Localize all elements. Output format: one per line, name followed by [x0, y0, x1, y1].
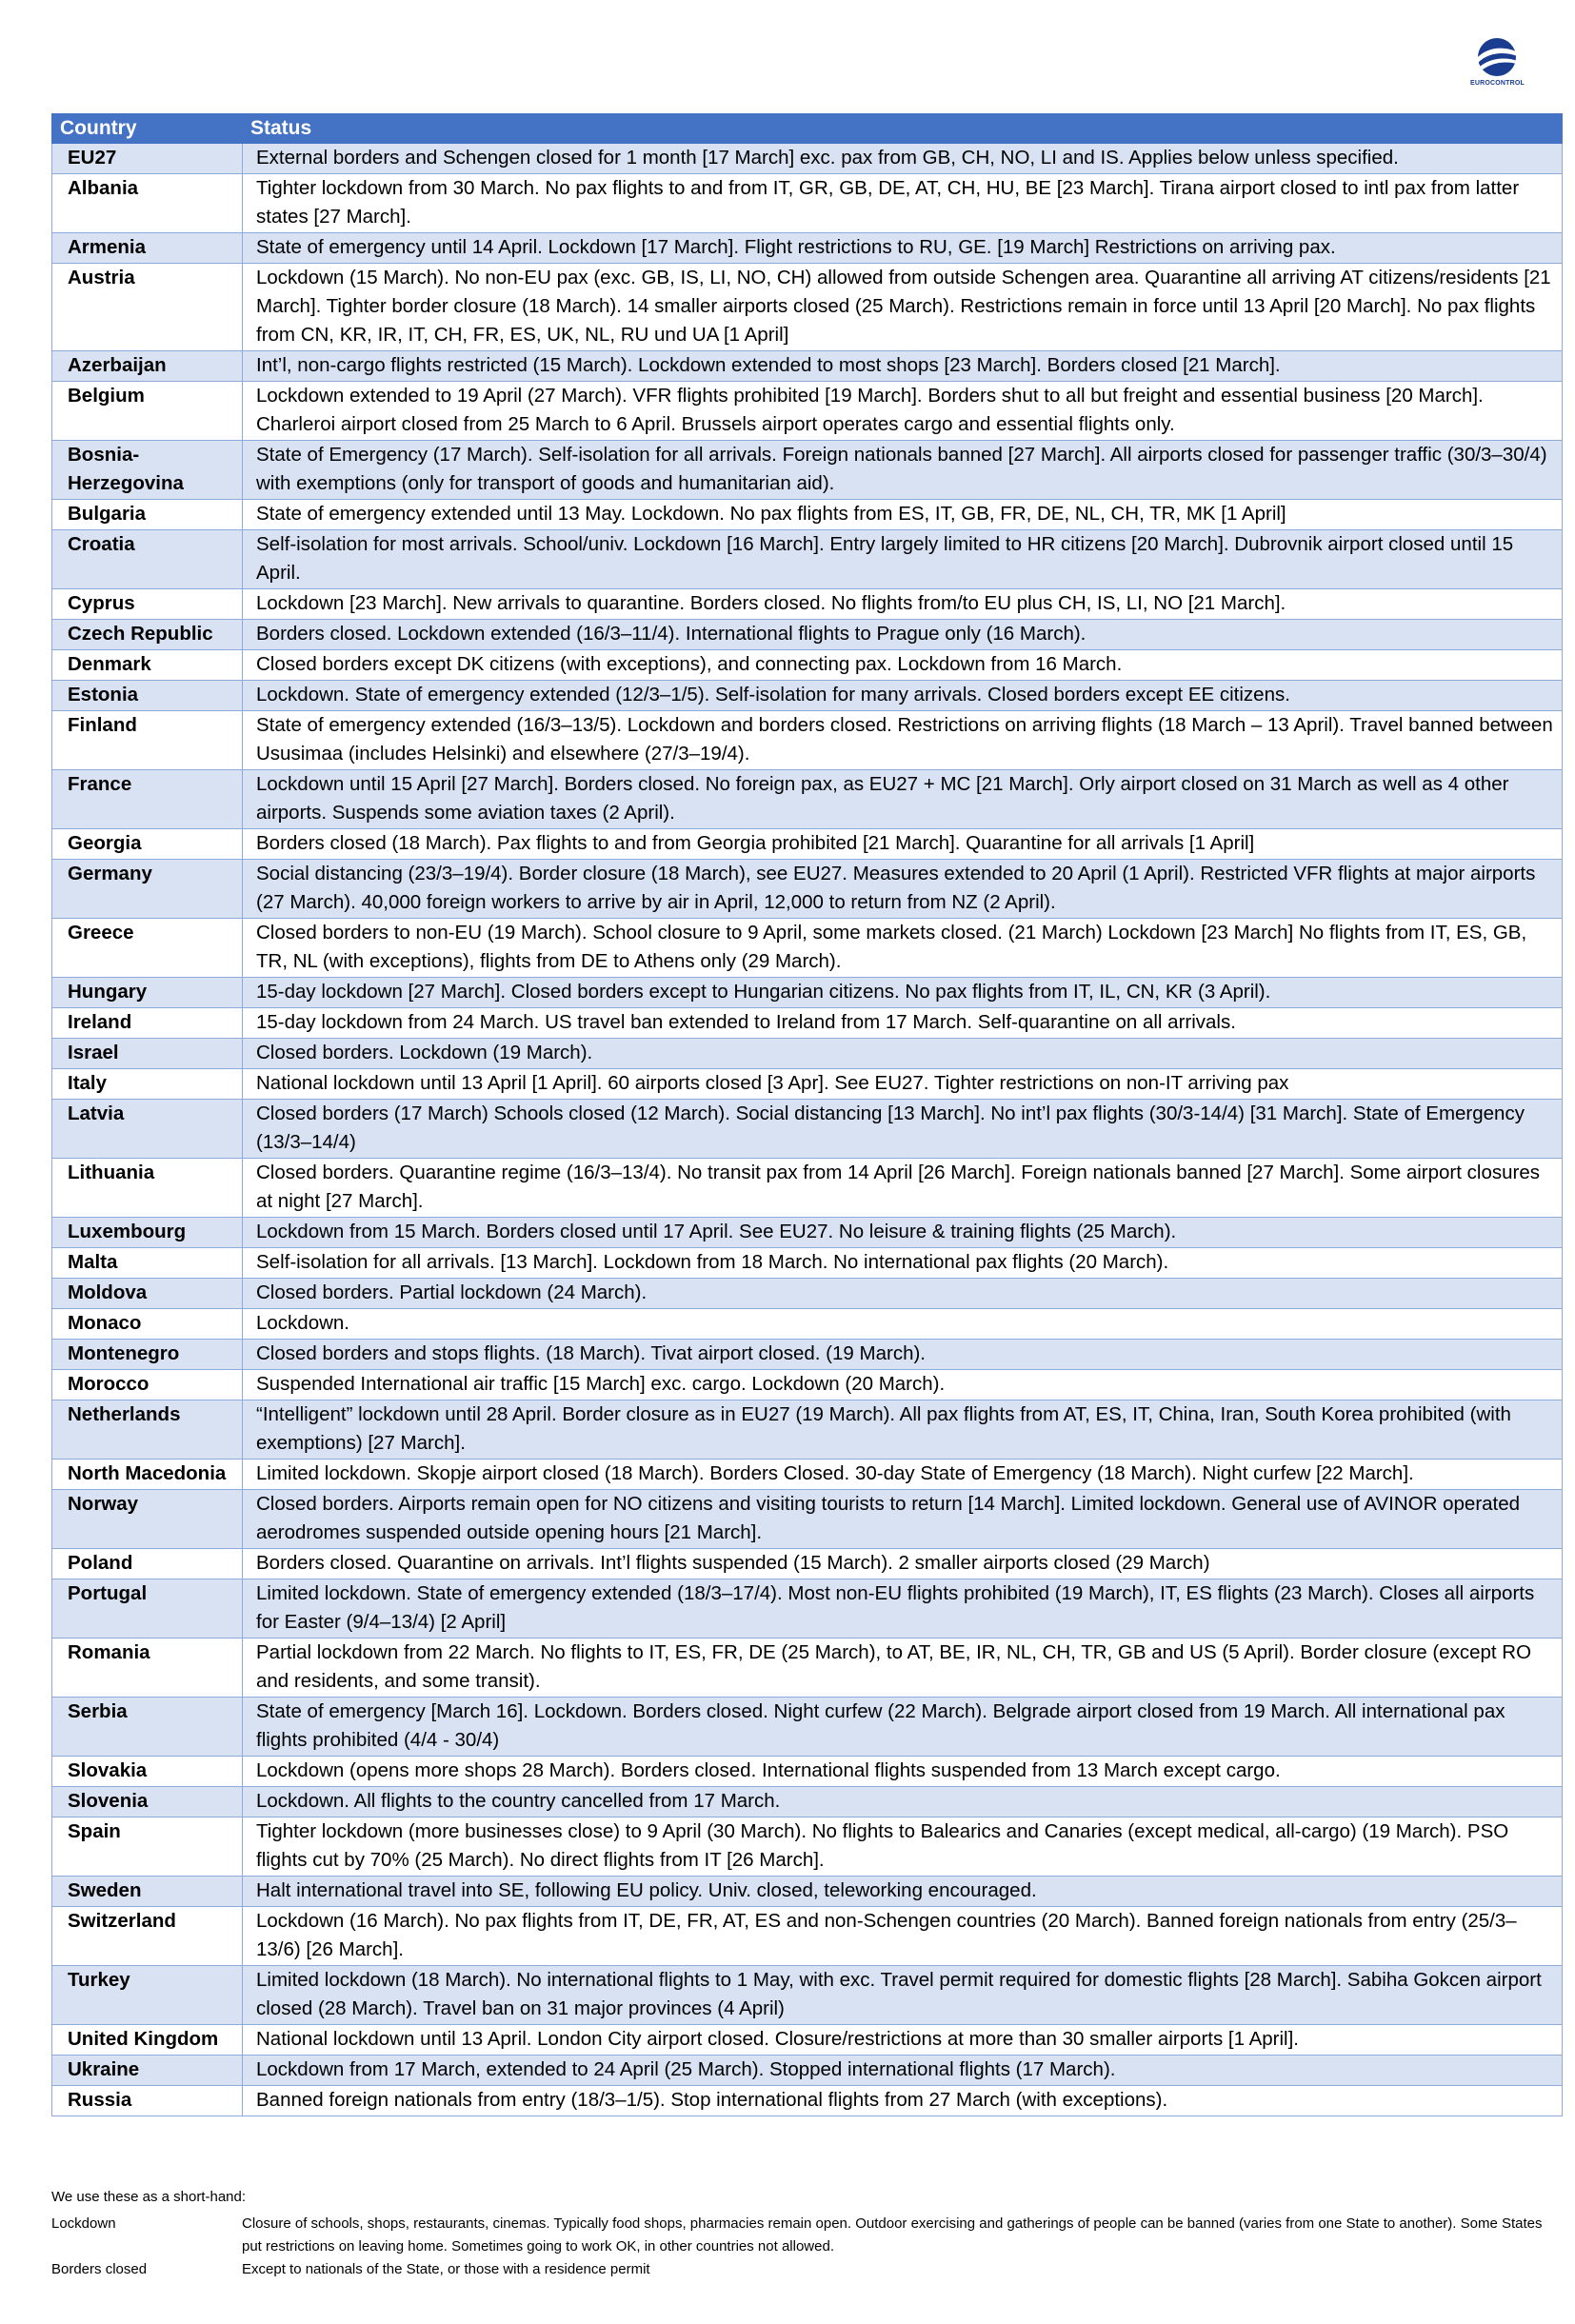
table-row [52, 382, 1563, 441]
country-cell: North Macedonia [52, 1460, 243, 1490]
status-cell: Lockdown. [243, 1309, 1563, 1340]
status-cell: Suspended International air traffic [15 March] exc. cargo. Lockdown (20 March). [243, 1370, 1563, 1400]
table-row [52, 233, 1563, 264]
status-cell: Lockdown from 15 March. Borders closed until 17 April. See EU27. No leisure & training flights (25 March). [243, 1218, 1563, 1248]
country-cell: Greece [52, 919, 243, 978]
note-item [51, 2213, 1546, 2258]
status-cell: State of emergency extended until 13 May. Lockdown. No pax flights from ES, IT, GB, FR, DE, NL, CH, TR, MK [1 April] [243, 500, 1563, 530]
status-cell: Borders closed. Lockdown extended (16/3–11/4). International flights to Prague only (16 March). [243, 620, 1563, 650]
status-cell: Halt international travel into SE, following EU policy. Univ. closed, teleworking encouraged. [243, 1877, 1563, 1907]
table-row [52, 650, 1563, 681]
table-row [52, 589, 1563, 620]
table-row [52, 1008, 1563, 1039]
country-cell: United Kingdom [52, 2025, 243, 2056]
status-cell: Social distancing (23/3–19/4). Border closure (18 March), see EU27. Measures extended to 20 April (1 April). Restricted VFR flights at major airports (27 March). 40,000 foreign workers to arrive by air in April, 12,000 to return from NZ (2 April). [243, 860, 1563, 919]
status-cell: State of emergency [March 16]. Lockdown. Borders closed. Night curfew (22 March). Belgrade airport closed from 19 March. All international pax flights prohibited (4/4 - 30/4) [243, 1698, 1563, 1757]
country-status-table [51, 113, 1563, 2116]
table-row [52, 1757, 1563, 1787]
table-row [52, 1039, 1563, 1069]
note-definition: Closure of schools, shops, restaurants, cinemas. Typically food shops, pharmacies remain open. Outdoor exercising and gatherings of people can be banned (varies from one State to another). Some States put restrictions on leaving home. Sometimes going to work OK, in other countries not allowed. [242, 2215, 1543, 2254]
country-cell: Armenia [52, 233, 243, 264]
status-cell: Closed borders. Lockdown (19 March). [243, 1039, 1563, 1069]
country-cell: Russia [52, 2086, 243, 2116]
country-cell: France [52, 770, 243, 829]
country-cell: Latvia [52, 1100, 243, 1159]
table-row [52, 1279, 1563, 1309]
country-cell: Poland [52, 1549, 243, 1579]
country-cell: Bosnia-Herzegovina [52, 441, 243, 500]
country-cell: Luxembourg [52, 1218, 243, 1248]
table-row [52, 441, 1563, 500]
status-cell: Partial lockdown from 22 March. No flights to IT, ES, FR, DE (25 March), to AT, BE, IR, NL, CH, TR, GB and US (5 April). Border closure (except RO and residents, and some transit). [243, 1639, 1563, 1698]
table-row [52, 500, 1563, 530]
status-cell: Tighter lockdown (more businesses close) to 9 April (30 March). No flights to Balearics and Canaries (except medical, all-cargo) (19 March). PSO flights cut by 70% (25 March). No direct flights from IT [26 March]. [243, 1817, 1563, 1877]
note-term: Borders closed [51, 2261, 148, 2277]
country-cell: Czech Republic [52, 620, 243, 650]
table-row [52, 978, 1563, 1008]
country-cell: Turkey [52, 1966, 243, 2025]
note-term: Lockdown [51, 2215, 116, 2232]
status-cell: Limited lockdown. Skopje airport closed (18 March). Borders Closed. 30-day State of Emergency (18 March). Night curfew [22 March]. [243, 1460, 1563, 1490]
status-cell: Borders closed. Quarantine on arrivals. Int’l flights suspended (15 March). 2 smaller airports closed (29 March) [243, 1549, 1563, 1579]
country-cell: Morocco [52, 1370, 243, 1400]
table-row [52, 1400, 1563, 1460]
table-row [52, 1159, 1563, 1218]
table-row [52, 1069, 1563, 1100]
table-row [52, 530, 1563, 589]
note-item [51, 2258, 1546, 2281]
table-row [52, 2056, 1563, 2086]
status-cell: Int’l, non-cargo flights restricted (15 March). Lockdown extended to most shops [23 March]. Borders closed [21 March]. [243, 351, 1563, 382]
country-cell: Sweden [52, 1877, 243, 1907]
country-cell: EU27 [52, 144, 243, 174]
status-cell: 15-day lockdown [27 March]. Closed borders except to Hungarian citizens. No pax flights from IT, IL, CN, KR (3 April). [243, 978, 1563, 1008]
status-cell: Self-isolation for all arrivals. [13 March]. Lockdown from 18 March. No international pax flights (20 March). [243, 1248, 1563, 1279]
country-cell: Slovakia [52, 1757, 243, 1787]
country-cell: Monaco [52, 1309, 243, 1340]
table-row [52, 711, 1563, 770]
status-cell: Closed borders. Airports remain open for NO citizens and visiting tourists to return [14 March]. Limited lockdown. General use of AVINOR operated aerodromes suspended outside opening hours [21 March]. [243, 1490, 1563, 1549]
country-cell: Slovenia [52, 1787, 243, 1817]
header-status: Status [243, 114, 1563, 144]
country-cell: Montenegro [52, 1340, 243, 1370]
status-cell: Closed borders. Partial lockdown (24 March). [243, 1279, 1563, 1309]
table-row [52, 2086, 1563, 2116]
country-cell: Lithuania [52, 1159, 243, 1218]
status-cell: Closed borders (17 March) Schools closed (12 March). Social distancing [13 March]. No int’l pax flights (30/3-14/4) [31 March]. State of Emergency (13/3–14/4) [243, 1100, 1563, 1159]
country-cell: Portugal [52, 1579, 243, 1639]
status-cell: “Intelligent” lockdown until 28 April. Border closure as in EU27 (19 March). All pax flights from AT, ES, IT, China, Iran, South Korea prohibited (with exemptions) [27 March]. [243, 1400, 1563, 1460]
status-cell: Lockdown [23 March]. New arrivals to quarantine. Borders closed. No flights from/to EU plus CH, IS, LI, NO [21 March]. [243, 589, 1563, 620]
status-cell: Lockdown (15 March). No non-EU pax (exc. GB, IS, LI, NO, CH) allowed from outside Schengen area. Quarantine all arriving AT citizens/residents [21 March]. Tighter border closure (18 March). 14 smaller airports closed (25 March). Restrictions remain in force until 13 April [20 March]. No pax flights from CN, KR, IR, IT, CH, FR, ES, UK, NL, RU und UA [1 April] [243, 264, 1563, 351]
notes-section [51, 2186, 1546, 2281]
status-cell: State of Emergency (17 March). Self-isolation for all arrivals. Foreign nationals banned [27 March]. All airports closed for passenger traffic (30/3–30/4) with exemptions (only for transport of goods and humanitarian aid). [243, 441, 1563, 500]
country-cell: Norway [52, 1490, 243, 1549]
status-cell: Lockdown from 17 March, extended to 24 April (25 March). Stopped international flights (17 March). [243, 2056, 1563, 2086]
country-cell: Spain [52, 1817, 243, 1877]
country-cell: Azerbaijan [52, 351, 243, 382]
table-row [52, 1907, 1563, 1966]
country-cell: Austria [52, 264, 243, 351]
country-cell: Ukraine [52, 2056, 243, 2086]
status-cell: Limited lockdown. State of emergency extended (18/3–17/4). Most non-EU flights prohibited (19 March), IT, ES flights (23 March). Closes all airports for Easter (9/4–13/4) [2 April] [243, 1579, 1563, 1639]
table-body [52, 144, 1563, 2116]
status-cell: Lockdown extended to 19 April (27 March). VFR flights prohibited [19 March]. Borders shut to all but freight and essential business [20 March]. Charleroi airport closed from 25 March to 6 April. Brussels airport operates cargo and essential flights only. [243, 382, 1563, 441]
table-row [52, 1877, 1563, 1907]
country-cell: Georgia [52, 829, 243, 860]
country-cell: Serbia [52, 1698, 243, 1757]
table-row [52, 1218, 1563, 1248]
header-country: Country [52, 114, 243, 144]
country-cell: Albania [52, 174, 243, 233]
table-row [52, 351, 1563, 382]
notes-intro: We use these as a short-hand: [51, 2189, 247, 2205]
status-cell: Banned foreign nationals from entry (18/3–1/5). Stop international flights from 27 March (with exceptions). [243, 2086, 1563, 2116]
country-cell: Moldova [52, 1279, 243, 1309]
table-header-row [52, 114, 1563, 144]
status-cell: External borders and Schengen closed for 1 month [17 March] exc. pax from GB, CH, NO, LI and IS. Applies below unless specified. [243, 144, 1563, 174]
status-cell: State of emergency until 14 April. Lockdown [17 March]. Flight restrictions to RU, GE. [19 March] Restrictions on arriving pax. [243, 233, 1563, 264]
status-cell: Lockdown (16 March). No pax flights from IT, DE, FR, AT, ES and non-Schengen countries (20 March). Banned foreign nationals from entry (25/3–13/6) [26 March]. [243, 1907, 1563, 1966]
status-cell: Limited lockdown (18 March). No international flights to 1 May, with exc. Travel permit required for domestic flights [28 March]. Sabiha Gokcen airport closed (28 March). Travel ban on 31 major provinces (4 April) [243, 1966, 1563, 2025]
notes-list [51, 2213, 1546, 2281]
country-cell: Bulgaria [52, 500, 243, 530]
country-cell: Israel [52, 1039, 243, 1069]
table-row [52, 1340, 1563, 1370]
status-cell: Closed borders to non-EU (19 March). School closure to 9 April, some markets closed. (21 March) Lockdown [23 March] No flights from IT, ES, GB, TR, NL (with exceptions), flights from DE to Athens only (29 March). [243, 919, 1563, 978]
country-cell: Ireland [52, 1008, 243, 1039]
logo-text: EUROCONTROL [1470, 80, 1525, 87]
table-row [52, 770, 1563, 829]
status-cell: Lockdown (opens more shops 28 March). Borders closed. International flights suspended from 13 March except cargo. [243, 1757, 1563, 1787]
status-cell: National lockdown until 13 April [1 April]. 60 airports closed [3 Apr]. See EU27. Tighter restrictions on non-IT arriving pax [243, 1069, 1563, 1100]
country-cell: Netherlands [52, 1400, 243, 1460]
country-cell: Italy [52, 1069, 243, 1100]
country-cell: Malta [52, 1248, 243, 1279]
eurocontrol-logo [1470, 36, 1524, 93]
status-cell: Closed borders. Quarantine regime (16/3–13/4). No transit pax from 14 April [26 March]. Foreign nationals banned [27 March]. Some airport closures at night [27 March]. [243, 1159, 1563, 1218]
table-row [52, 919, 1563, 978]
table-row [52, 264, 1563, 351]
table-row [52, 1817, 1563, 1877]
status-cell: 15-day lockdown from 24 March. US travel ban extended to Ireland from 17 March. Self-quarantine on all arrivals. [243, 1008, 1563, 1039]
status-cell: National lockdown until 13 April. London City airport closed. Closure/restrictions at more than 30 smaller airports [1 April]. [243, 2025, 1563, 2056]
country-cell: Belgium [52, 382, 243, 441]
country-cell: Cyprus [52, 589, 243, 620]
table-row [52, 860, 1563, 919]
table-row [52, 1248, 1563, 1279]
table-row [52, 1460, 1563, 1490]
table-row [52, 174, 1563, 233]
table-row [52, 1698, 1563, 1757]
country-cell: Hungary [52, 978, 243, 1008]
country-cell: Croatia [52, 530, 243, 589]
status-cell: Borders closed (18 March). Pax flights to and from Georgia prohibited [21 March]. Quarantine for all arrivals [1 April] [243, 829, 1563, 860]
country-cell: Romania [52, 1639, 243, 1698]
country-cell: Germany [52, 860, 243, 919]
table-row [52, 1549, 1563, 1579]
table-row [52, 1579, 1563, 1639]
table-row [52, 1100, 1563, 1159]
status-cell: Self-isolation for most arrivals. School/univ. Lockdown [16 March]. Entry largely limited to HR citizens [20 March]. Dubrovnik airport closed until 15 April. [243, 530, 1563, 589]
logo-mark-icon [1470, 36, 1524, 80]
status-cell: Lockdown. State of emergency extended (12/3–1/5). Self-isolation for many arrivals. Closed borders except EE citizens. [243, 681, 1563, 711]
status-cell: Closed borders and stops flights. (18 March). Tivat airport closed. (19 March). [243, 1340, 1563, 1370]
table-row [52, 681, 1563, 711]
table-row [52, 1787, 1563, 1817]
table-row [52, 620, 1563, 650]
table-row [52, 1966, 1563, 2025]
country-cell: Denmark [52, 650, 243, 681]
table-row [52, 2025, 1563, 2056]
country-cell: Estonia [52, 681, 243, 711]
country-cell: Switzerland [52, 1907, 243, 1966]
table-row [52, 1639, 1563, 1698]
status-cell: Lockdown. All flights to the country cancelled from 17 March. [243, 1787, 1563, 1817]
table-row [52, 144, 1563, 174]
table-row [52, 829, 1563, 860]
table-row [52, 1370, 1563, 1400]
status-cell: Closed borders except DK citizens (with exceptions), and connecting pax. Lockdown from 16 March. [243, 650, 1563, 681]
table-row [52, 1490, 1563, 1549]
status-cell: Lockdown until 15 April [27 March]. Borders closed. No foreign pax, as EU27 + MC [21 March]. Orly airport closed on 31 March as well as 4 other airports. Suspends some aviation taxes (2 April). [243, 770, 1563, 829]
status-cell: Tighter lockdown from 30 March. No pax flights to and from IT, GR, GB, DE, AT, CH, HU, BE [23 March]. Tirana airport closed to intl pax from latter states [27 March]. [243, 174, 1563, 233]
country-cell: Finland [52, 711, 243, 770]
note-definition: Except to nationals of the State, or those with a residence permit [242, 2261, 650, 2277]
table-row [52, 1309, 1563, 1340]
status-cell: State of emergency extended (16/3–13/5). Lockdown and borders closed. Restrictions on arriving flights (18 March – 13 April). Travel banned between Ususimaa (includes Helsinki) and elsewhere (27/3–19/4). [243, 711, 1563, 770]
